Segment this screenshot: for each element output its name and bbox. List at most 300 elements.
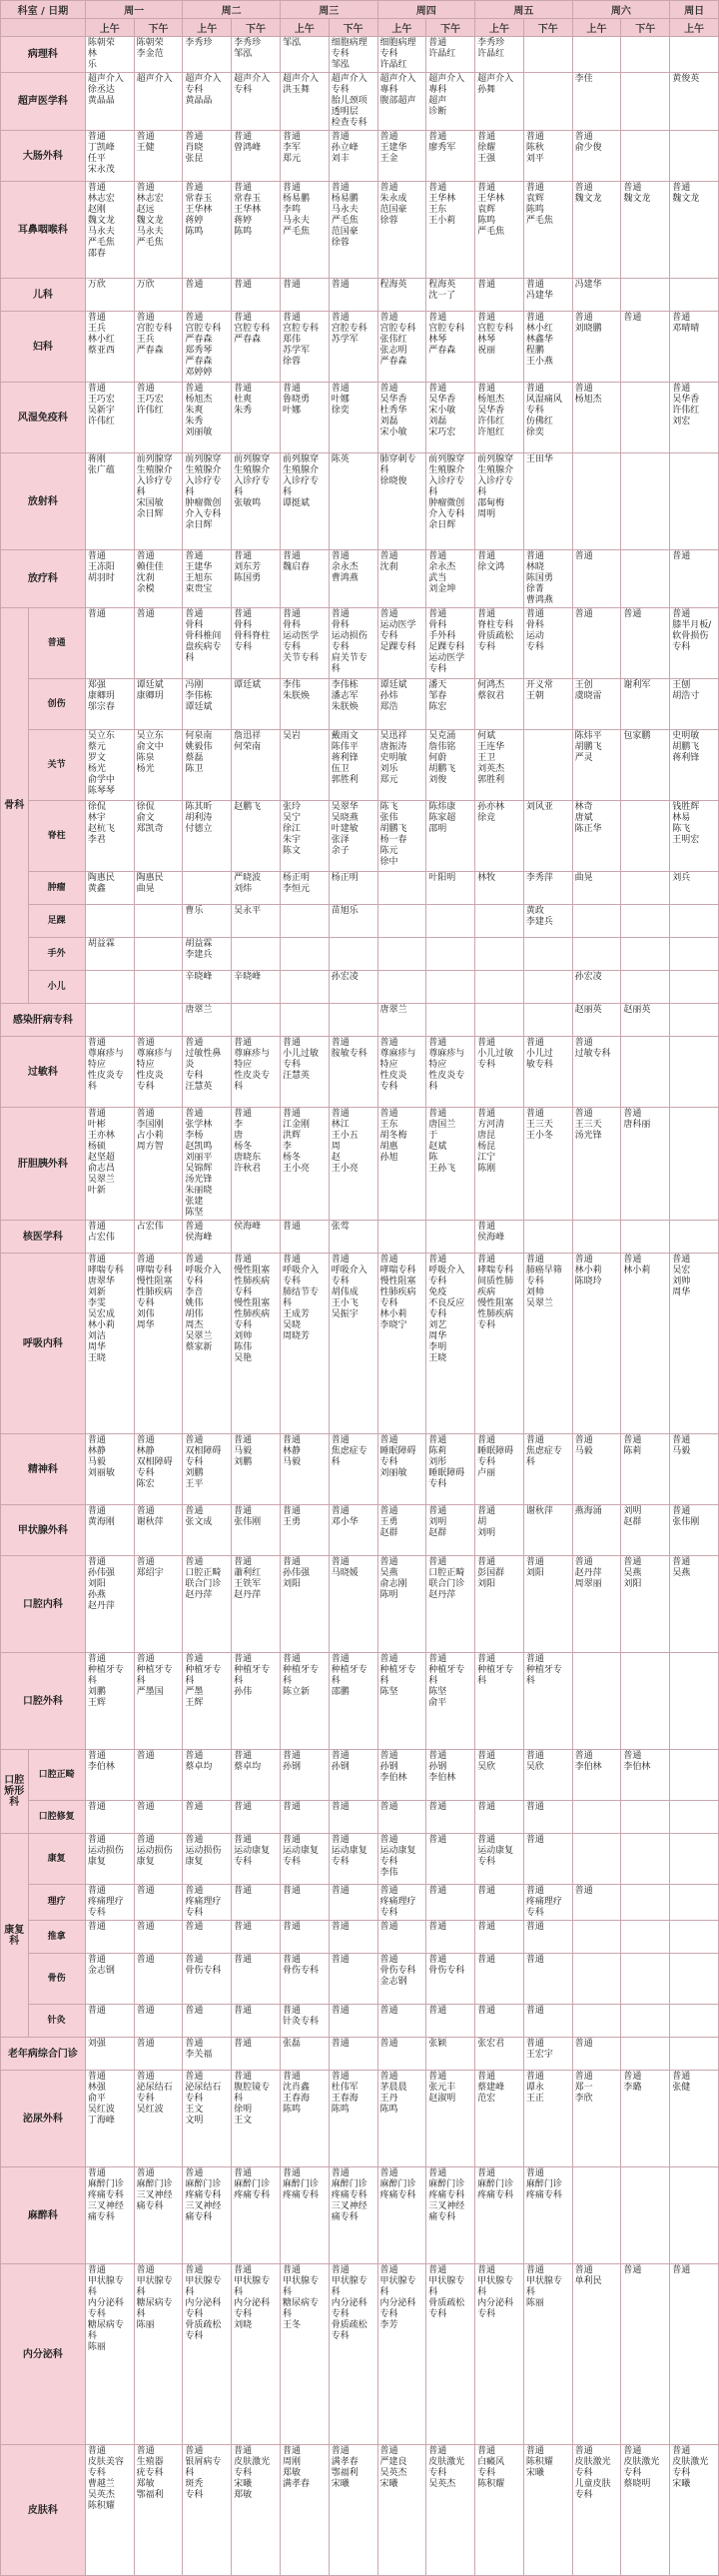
schedule-cell: 普通 方河清 唐昆 杨昆 江宁 陈刚 — [475, 1108, 524, 1221]
schedule-cell: 普通 沈肖鑫 王春海 陈鸣 — [280, 2071, 329, 2167]
schedule-cell: 普通 甲状腺专 科 内分泌科 专科 — [475, 2264, 524, 2445]
schedule-cell: 普通 王华林 王东 王小莉 — [426, 182, 475, 279]
schedule-cell: 普通 金志钢 — [85, 1954, 134, 2005]
schedule-cell: 普通 白癜风 专科 陈积耀 — [475, 2445, 524, 2576]
schedule-cell: 普通 蕭利红 王铁军 赵丹萍 — [232, 1556, 281, 1653]
schedule-cell: 赵丽英 — [572, 1004, 621, 1037]
schedule-cell: 普通 孙钢 — [329, 1750, 377, 1801]
schedule-cell: 普通 常春玉 王华林 蒋婷 陈鸣 — [232, 182, 281, 279]
subdept-name-cell: 康复 — [28, 1834, 85, 1885]
schedule-cell: 普通 睡眠障碍 专科 卢丽 — [475, 1434, 524, 1505]
dept-name-cell: 泌尿外科 — [1, 2071, 86, 2167]
schedule-cell: 普通 脊柱专科 骨质疏松 专科 — [475, 608, 524, 679]
schedule-cell: 普通 李关福 — [183, 2038, 232, 2071]
schedule-row — [1, 971, 719, 1004]
schedule-cell: 普通 林志宏 赵刚 魏文龙 马永夫 严毛焦 邵春 — [85, 182, 134, 279]
header-pm: 下午 — [621, 19, 670, 37]
dept-group-cell: 康复科 — [1, 1834, 29, 2038]
schedule-row — [1, 801, 719, 872]
schedule-row — [1, 453, 719, 550]
schedule-cell — [621, 73, 670, 131]
schedule-cell — [523, 37, 572, 73]
schedule-cell: 普通 林静 马毅 — [280, 1434, 329, 1505]
schedule-cell: 前列腺穿 生殖腺介 入诊疗专 科 谭挺斌 — [280, 453, 329, 550]
schedule-cell: 普通 运动康复 专科 李伟 — [377, 1834, 426, 1885]
schedule-cell: 刘明 赵群 — [621, 1505, 670, 1556]
schedule-cell — [280, 971, 329, 1004]
schedule-cell: 普通 宫腔专科 郑伟 苏学军 徐蓉 — [280, 312, 329, 383]
schedule-cell — [670, 971, 719, 1004]
schedule-cell: 普通 — [232, 2038, 281, 2071]
schedule-cell: 普通 王健 — [134, 131, 183, 182]
schedule-cell: 潘天 邹春 陈宏 — [426, 679, 475, 730]
schedule-cell: 普通 — [670, 2264, 719, 2445]
schedule-row — [1, 1037, 719, 1108]
schedule-cell: 万欣 — [134, 279, 183, 312]
schedule-row — [1, 2167, 719, 2264]
schedule-cell: 普通 — [475, 1801, 524, 1834]
dept-name-cell: 大肠外科 — [1, 131, 86, 182]
schedule-cell: 普通 严建良 吴英杰 宋曦 — [377, 2445, 426, 2576]
dept-name-cell: 病理科 — [1, 37, 86, 73]
schedule-cell: 普通 — [572, 1885, 621, 1921]
schedule-cell: 普通 王巧宏 吴新宇 许伟红 — [85, 383, 134, 453]
dept-group-cell: 口腔矫形科 — [1, 1750, 29, 1834]
schedule-cell: 叶阳明 — [426, 872, 475, 905]
schedule-row — [1, 1954, 719, 2005]
schedule-cell: 普通 运动康复 专科 — [475, 1834, 524, 1885]
schedule-cell: 普通 王兵 林小红 蔡亚西 — [85, 312, 134, 383]
schedule-cell: 普通 魏文龙 — [621, 182, 670, 279]
schedule-cell: 杨正明 — [329, 872, 377, 905]
schedule-cell — [377, 905, 426, 938]
schedule-cell — [232, 1004, 281, 1037]
schedule-cell: 前列腺穿 生殖腺介 入诊疗专 科 宋国敏 余日辉 — [134, 453, 183, 550]
schedule-cell: 普通 马晓媛 — [329, 1556, 377, 1653]
schedule-cell: 普通 吴宏 刘帅 周华 — [670, 1254, 719, 1434]
schedule-cell: 普通 余永杰 曹鸿燕 — [329, 550, 377, 608]
schedule-cell: 普通 甲状腺专 科 内分泌科 专科 糖尿病专 科 陈丽 — [85, 2264, 134, 2445]
schedule-cell: 张莺 — [329, 1221, 377, 1254]
schedule-cell: 王创 虞晓雷 — [572, 679, 621, 730]
schedule-cell: 普通 唐科丽 — [621, 1108, 670, 1221]
schedule-cell: 普通 杨易鹏 李鸣 马永夫 严毛焦 — [280, 182, 329, 279]
schedule-cell: 普通 骨伤专科 金志钢 — [377, 1954, 426, 2005]
schedule-row — [1, 2264, 719, 2445]
schedule-cell: 王田华 — [523, 453, 572, 550]
schedule-cell: 普通 李璐 — [621, 2071, 670, 2167]
schedule-cell: 普通 李军 郑元 — [280, 131, 329, 182]
schedule-cell — [377, 1221, 426, 1254]
schedule-cell: 何斌 王连华 王卫 刘英杰 郭胜利 — [475, 730, 524, 801]
schedule-cell: 普通 哮喘专科 唐翠华 刘新 李雯 吴宏成 林小莉 刘洁 周华 王晓 — [85, 1254, 134, 1434]
schedule-cell — [670, 938, 719, 971]
schedule-cell: 普通 种植牙专 科 — [475, 1653, 524, 1750]
schedule-cell: 普通 — [377, 1921, 426, 1954]
schedule-cell: 苗旭乐 — [329, 905, 377, 938]
schedule-cell: 普通 张健 — [670, 2071, 719, 2167]
schedule-cell: 普通 — [377, 1801, 426, 1834]
schedule-cell — [572, 1954, 621, 2005]
schedule-cell: 普通 杨易鹏 马永夫 严毛焦 范国豪 徐蓉 — [329, 182, 377, 279]
schedule-cell: 普通 孙伟强 刘阳 — [280, 1556, 329, 1653]
dept-name-cell: 肝胆胰外科 — [1, 1108, 86, 1221]
schedule-cell: 普通 骨伤专科 — [426, 1954, 475, 2005]
schedule-cell: 普通 张学林 李杨 赵凯鸣 刘丽平 吴锦辉 汤光锋 朱丽晓 张建 陈坚 — [183, 1108, 232, 1221]
schedule-cell: 普通 张伟刚 — [232, 1505, 281, 1556]
schedule-cell: 普通 — [329, 1885, 377, 1921]
schedule-cell: 普通 杜伟军 王春海 陈鸣 — [329, 2071, 377, 2167]
schedule-cell: 普通 叶彬 王亦林 杨硕 赵坚超 俞志昌 吴翠兰 叶新 — [85, 1108, 134, 1221]
schedule-cell: 普通 过敏性鼻 炎 专科 汪慧英 — [183, 1037, 232, 1108]
schedule-row — [1, 2071, 719, 2167]
schedule-cell: 普通 吴华香 宋小敏 刘磊 宋巧宏 — [426, 383, 475, 453]
schedule-cell: 张宏君 — [475, 2038, 524, 2071]
schedule-cell: 普通 吴燕 刘阳 — [621, 1556, 670, 1653]
schedule-row — [1, 1801, 719, 1834]
schedule-cell: 普通 小儿过敏 专科 汪慧英 — [280, 1037, 329, 1108]
schedule-cell: 普通 蔡卓均 — [183, 1750, 232, 1801]
schedule-cell: 细胞病理 专科 许晶红 — [377, 37, 426, 73]
schedule-cell: 普通 蔡卓均 — [232, 1750, 281, 1801]
schedule-cell: 普通 运动康复 专科 — [280, 1834, 329, 1885]
schedule-cell: 普通 疼痛理疗 专科 — [377, 1885, 426, 1921]
dept-name-cell: 核医学科 — [1, 1221, 86, 1254]
schedule-cell: 普通 — [329, 1801, 377, 1834]
schedule-cell: 陈其昕 胡利涛 付德立 — [183, 801, 232, 872]
schedule-row — [1, 1750, 719, 1801]
schedule-cell — [426, 905, 475, 938]
schedule-cell: 普通 曾鸿峰 — [232, 131, 281, 182]
schedule-cell: 普通 皮肤激光 专科 蔡晓明 — [621, 2445, 670, 2576]
schedule-cell: 普通 甲状腺专 科 骨质疏松 专科 — [426, 2264, 475, 2445]
schedule-cell: 普通 针灸专科 — [280, 2005, 329, 2038]
schedule-cell: 普通 李 唐 杨冬 唐晓东 许秋君 — [232, 1108, 281, 1221]
schedule-cell: 普通 运动医学 专科 足踝专科 — [377, 608, 426, 679]
schedule-row — [1, 1834, 719, 1885]
schedule-cell: 普通 尊麻疹与 特应 性皮炎 专科 — [377, 1037, 426, 1108]
schedule-cell: 普通 林强 俞平 吴红波 丁海峰 — [85, 2071, 134, 2167]
header-am: 上午 — [377, 19, 426, 37]
schedule-cell: 超声介入 徐丞达 黄晶晶 — [85, 73, 134, 131]
schedule-cell: 普通 杨旭杰 朱爽 朱秀 刘丽敏 — [183, 383, 232, 453]
schedule-row — [1, 1221, 719, 1254]
schedule-cell: 普通 侯海峰 — [183, 1221, 232, 1254]
subdept-name-cell: 创伤 — [28, 679, 85, 730]
schedule-cell: 普通 — [426, 1801, 475, 1834]
schedule-cell — [377, 971, 426, 1004]
schedule-cell: 普通 茅晨晨 王丹 陈鸣 — [377, 2071, 426, 2167]
schedule-cell: 普通 皮肤激光 专科 吴英杰 — [426, 2445, 475, 2576]
schedule-cell: 普通 麻醉门诊 疼痛专科 三叉神经 痛专科 — [329, 2167, 377, 2264]
schedule-cell: 黄政 李建兵 — [523, 905, 572, 938]
schedule-cell: 普通 口腔正畸 联合门诊 赵丹萍 — [426, 1556, 475, 1653]
schedule-cell: 程海英 沈一了 — [426, 279, 475, 312]
schedule-row — [1, 1556, 719, 1653]
schedule-cell: 普通 小儿过 敏专科 — [523, 1037, 572, 1108]
schedule-cell: 普通 王勇 — [280, 1505, 329, 1556]
schedule-cell: 普通 — [232, 1921, 281, 1954]
schedule-cell: 唐翠兰 — [377, 1004, 426, 1037]
schedule-cell: 吴迅祥 唐振涛 史明敏 刘乐 郑元 — [377, 730, 426, 801]
schedule-cell — [621, 971, 670, 1004]
schedule-cell: 普通 呼吸介入 专科 胡伟成 王小飞 吴振宇 — [329, 1254, 377, 1434]
schedule-cell: 李秀珍 许晶红 — [475, 37, 524, 73]
schedule-cell: 普通 — [232, 1954, 281, 2005]
subdept-name-cell: 口腔修复 — [28, 1801, 85, 1834]
schedule-cell: 王刨 胡浩寸 — [670, 679, 719, 730]
schedule-cell: 普通 — [85, 1921, 134, 1954]
schedule-cell — [621, 1653, 670, 1750]
schedule-cell: 普通 孙钢 李伯林 — [377, 1750, 426, 1801]
schedule-cell: 戴雨文 陈伟平 蒋利锋 伍卫 郭胜利 — [329, 730, 377, 801]
schedule-cell: 普通 李国刚 占小莉 周方智 — [134, 1108, 183, 1221]
schedule-cell: 普通 过敏专科 — [572, 1037, 621, 1108]
subdept-name-cell: 针灸 — [28, 2005, 85, 2038]
schedule-cell — [426, 938, 475, 971]
schedule-cell: 普通 甲状腺专 科 内分泌科 专科 骨质疏松 专科 — [329, 2264, 377, 2445]
schedule-cell: 普通 — [232, 1801, 281, 1834]
schedule-cell: 孙亦林 徐竞 — [475, 801, 524, 872]
schedule-cell: 普通 — [85, 1801, 134, 1834]
schedule-cell: 赵丽英 — [621, 1004, 670, 1037]
schedule-cell: 普通 唐国兰 于 赵斌 陈 王孙飞 — [426, 1108, 475, 1221]
subdept-name-cell: 小儿 — [28, 971, 85, 1004]
header-pm: 下午 — [426, 19, 475, 37]
schedule-cell: 普通 — [280, 1885, 329, 1921]
schedule-cell — [572, 1221, 621, 1254]
schedule-cell: 普通 — [329, 1921, 377, 1954]
header-am: 上午 — [572, 19, 621, 37]
schedule-row — [1, 730, 719, 801]
schedule-cell: 普通 麻醉门诊 疼痛专科 三叉神经 痛专科 — [426, 2167, 475, 2264]
schedule-cell: 普通 肺癌早筛 专科 刘帅 吴翠兰 — [523, 1254, 572, 1434]
schedule-cell: 普通 林静 双相障碍 专科 陈宏 — [134, 1434, 183, 1505]
schedule-cell: 普通 — [572, 608, 621, 679]
schedule-cell — [621, 2038, 670, 2071]
schedule-cell — [134, 938, 183, 971]
schedule-cell: 前列腺穿 生殖腺介 入诊疗专 科 肿瘤微创 介入专科 余日辉 — [426, 453, 475, 550]
schedule-cell: 普通 赵丹萍 周翠丽 — [572, 1556, 621, 1653]
schedule-cell: 普通 — [426, 1834, 475, 1885]
schedule-cell: 普通 — [621, 312, 670, 383]
schedule-cell — [183, 872, 232, 905]
schedule-cell: 普通 — [134, 1750, 183, 1801]
schedule-cell: 普通 甲状腺专 科 内分泌科 专科 骨质疏松 专科 — [183, 2264, 232, 2445]
dept-name-cell: 妇科 — [1, 312, 86, 383]
schedule-cell: 普通 — [183, 2005, 232, 2038]
schedule-cell: 普通 俞少俊 — [572, 131, 621, 182]
schedule-cell: 超声介入 专科 胎儿颈项 透明层 检查专科 — [329, 73, 377, 131]
header-day: 周日 — [670, 1, 719, 19]
header-date-label: 日期 — [48, 6, 69, 17]
schedule-cell: 普通 银屑病专 科 斑秃 专科 — [183, 2445, 232, 2576]
dept-name-cell: 皮肤科 — [1, 2445, 86, 2576]
schedule-cell: 普通 皮肤激光 专科 儿童皮肤 专科 — [572, 2445, 621, 2576]
schedule-cell: 李伟栋 潘志军 朱朕焕 — [329, 679, 377, 730]
subdept-name-cell: 关节 — [28, 730, 85, 801]
header-pm: 下午 — [329, 19, 377, 37]
schedule-cell — [670, 905, 719, 938]
schedule-cell: 普通 — [523, 2005, 572, 2038]
schedule-cell: 普通 宫腔专科 林琴 祝丽 — [475, 312, 524, 383]
dept-name-cell: 放射科 — [1, 453, 86, 550]
schedule-cell — [572, 1921, 621, 1954]
schedule-cell: 普通 吴欣 — [523, 1750, 572, 1801]
schedule-cell — [670, 1750, 719, 1801]
schedule-cell — [621, 1834, 670, 1885]
schedule-cell — [670, 1108, 719, 1221]
header-dept-date: 科室 / 日期 — [1, 1, 86, 19]
schedule-cell: 普通 林静 马毅 刘丽敏 — [85, 1434, 134, 1505]
schedule-cell: 曹乐 — [183, 905, 232, 938]
schedule-cell: 普通 王建华 王金 — [377, 131, 426, 182]
schedule-cell — [621, 1954, 670, 2005]
schedule-cell: 冯刚 李伟栋 谭廷斌 — [183, 679, 232, 730]
schedule-cell: 普通 朱永成 范国豪 徐蓉 — [377, 182, 426, 279]
schedule-cell: 普通 满孝春 鄂福利 宋曦 — [329, 2445, 377, 2576]
schedule-cell: 普通 运动损伤 康复 — [85, 1834, 134, 1885]
schedule-cell: 普通 周刚 郑敏 满孝春 — [280, 2445, 329, 2576]
schedule-cell: 普通 泌尿结石 专科 吴红波 — [134, 2071, 183, 2167]
schedule-cell: 李佳 — [572, 73, 621, 131]
schedule-cell: 普通 胡 刘明 — [475, 1505, 524, 1556]
schedule-cell: 普通 马毅 — [670, 1434, 719, 1505]
dept-name-cell: 呼吸内科 — [1, 1254, 86, 1434]
schedule-cell: 吴岩 — [280, 730, 329, 801]
schedule-cell: 普通 孙伟强 刘阳 孙燕 赵丹萍 — [85, 1556, 134, 1653]
schedule-cell: 普通 — [85, 2005, 134, 2038]
schedule-cell: 普通 — [232, 2005, 281, 2038]
schedule-row — [1, 872, 719, 905]
schedule-row — [1, 1108, 719, 1221]
schedule-cell: 普通 — [426, 1921, 475, 1954]
schedule-cell: 谭廷斌 — [232, 679, 281, 730]
schedule-cell: 普通 — [134, 608, 183, 679]
schedule-cell — [134, 971, 183, 1004]
schedule-cell: 普通 小儿过敏 专科 — [475, 1037, 524, 1108]
schedule-cell: 普通 王建华 王旭东 束贵宝 — [183, 550, 232, 608]
schedule-cell: 普通 — [134, 2005, 183, 2038]
schedule-cell — [523, 1004, 572, 1037]
header-pm: 下午 — [232, 19, 281, 37]
schedule-cell: 普通 冯建华 — [523, 279, 572, 312]
schedule-cell: 李秀珍 — [183, 37, 232, 73]
schedule-cell: 普通 侯海峰 — [475, 1221, 524, 1254]
schedule-cell — [572, 905, 621, 938]
schedule-cell: 普通 种植牙专 科 陈立新 — [280, 1653, 329, 1750]
schedule-cell — [670, 37, 719, 73]
schedule-cell: 普通 — [329, 2038, 377, 2071]
schedule-cell: 普通 运动康复 专科 — [232, 1834, 281, 1885]
schedule-row — [1, 1254, 719, 1434]
schedule-cell: 普通 麻醉门诊 三叉神经 痛专科 — [134, 2167, 183, 2264]
schedule-cell: 普通 王三天 王小冬 — [523, 1108, 572, 1221]
schedule-cell: 普通 麻醉门诊 疼痛专科 三叉神经 痛专科 — [183, 2167, 232, 2264]
schedule-cell — [572, 37, 621, 73]
header-day: 周五 — [475, 1, 573, 19]
schedule-cell: 吴永平 — [232, 905, 281, 938]
schedule-cell — [621, 872, 670, 905]
schedule-cell: 普通 李伯林 — [572, 1750, 621, 1801]
schedule-cell: 普通 孙钢 — [280, 1750, 329, 1801]
schedule-cell — [523, 938, 572, 971]
schedule-cell: 普通 — [280, 1221, 329, 1254]
schedule-cell: 普通 林江 王小五 周 赵 王小亮 — [329, 1108, 377, 1221]
schedule-cell: 普通 — [183, 1921, 232, 1954]
schedule-cell: 詹迅祥 何荣南 — [232, 730, 281, 801]
schedule-cell: 普通 江金刚 洪辉 李 杨冬 王小亮 — [280, 1108, 329, 1221]
schedule-cell: 普通 孙立峰 刘丰 — [329, 131, 377, 182]
schedule-cell: 普通 种植牙专 科 孙伟 — [232, 1653, 281, 1750]
dept-name-cell: 口腔外科 — [1, 1653, 86, 1750]
schedule-cell: 黄俊英 — [670, 73, 719, 131]
schedule-cell — [621, 2005, 670, 2038]
schedule-cell: 普通 慢性阻塞 性肺疾病 专科 慢性阻塞 性肺疾病 专科 刘帅 陈伟 吴艳 — [232, 1254, 281, 1434]
schedule-cell — [670, 453, 719, 550]
schedule-cell: 普通 — [523, 1801, 572, 1834]
schedule-cell: 普通 魏启春 — [280, 550, 329, 608]
schedule-cell — [670, 2005, 719, 2038]
schedule-cell — [670, 1004, 719, 1037]
schedule-cell: 普通 吴华香 许伟红 刘宏 — [670, 383, 719, 453]
schedule-cell: 陶惠民 曲晃 — [134, 872, 183, 905]
schedule-cell: 普通 吴华香 杜秀华 刘磊 宋小敏 — [377, 383, 426, 453]
schedule-cell: 普通 双相障碍 专科 刘鹏 王平 — [183, 1434, 232, 1505]
schedule-cell: 普通 风湿痛风 专科 仿佛红 徐奕 — [523, 383, 572, 453]
schedule-cell: 普通 彭国群 刘阳 — [475, 1556, 524, 1653]
schedule-row — [1, 1885, 719, 1921]
schedule-cell: 普通 — [183, 1801, 232, 1834]
schedule-cell: 普通 — [134, 1954, 183, 2005]
schedule-cell: 普通 林小莉 陈晓玲 — [572, 1254, 621, 1434]
subdept-name-cell: 手外 — [28, 938, 85, 971]
schedule-cell — [621, 550, 670, 608]
schedule-cell: 普通 麻醉门诊 疼痛专科 — [475, 2167, 524, 2264]
schedule-cell: 前列腺穿 生殖腺介 入诊疗专 科 张敏鸣 — [232, 453, 281, 550]
schedule-cell: 普通 种植牙专 科 陈坚 — [377, 1653, 426, 1750]
header-day: 周三 — [280, 1, 377, 19]
schedule-row — [1, 2038, 719, 2071]
schedule-cell: 普通 宫腔专科 林琴 严春森 — [426, 312, 475, 383]
schedule-cell: 普通 孙钢 李伯林 — [426, 1750, 475, 1801]
schedule-cell: 杨正明 李恒元 — [280, 872, 329, 905]
schedule-cell: 普通 林小红 林鑫华 程鹏 王小燕 — [523, 312, 572, 383]
schedule-cell: 林奇 唐斌 陈正华 — [572, 801, 621, 872]
schedule-cell — [621, 1885, 670, 1921]
schedule-cell: 普通 单利民 — [572, 2264, 621, 2445]
schedule-cell — [523, 971, 572, 1004]
schedule-cell: 普通 尊麻疹与 特应 性皮炎专 科 — [85, 1037, 134, 1108]
schedule-cell: 普通 许晶红 — [426, 37, 475, 73]
schedule-cell: 普通 种植牙专 科 邵鹏 — [329, 1653, 377, 1750]
schedule-row — [1, 905, 719, 938]
schedule-cell — [134, 1004, 183, 1037]
schedule-cell: 普通 — [280, 279, 329, 312]
schedule-cell: 普通 运动损伤 康复 — [183, 1834, 232, 1885]
schedule-cell: 普通 宫腔专科 严春森 — [232, 312, 281, 383]
dept-name-cell: 超声医学科 — [1, 73, 86, 131]
schedule-cell — [426, 971, 475, 1004]
schedule-cell: 普通 疼痛理疗 专科 — [85, 1885, 134, 1921]
schedule-cell: 陈英 — [329, 453, 377, 550]
schedule-cell: 普通 王巧宏 许伟红 — [134, 383, 183, 453]
schedule-cell: 普通 呼吸介入 专科 肺结节专科 王成芳 吴晓 周晓芳 — [280, 1254, 329, 1434]
schedule-cell: 普通 疼痛理疗 专科 — [183, 1885, 232, 1921]
schedule-cell: 普通 林晓 陈国勇 徐菁 曹鸿燕 — [523, 550, 572, 608]
schedule-cell — [670, 1921, 719, 1954]
schedule-cell: 普通 — [183, 279, 232, 312]
